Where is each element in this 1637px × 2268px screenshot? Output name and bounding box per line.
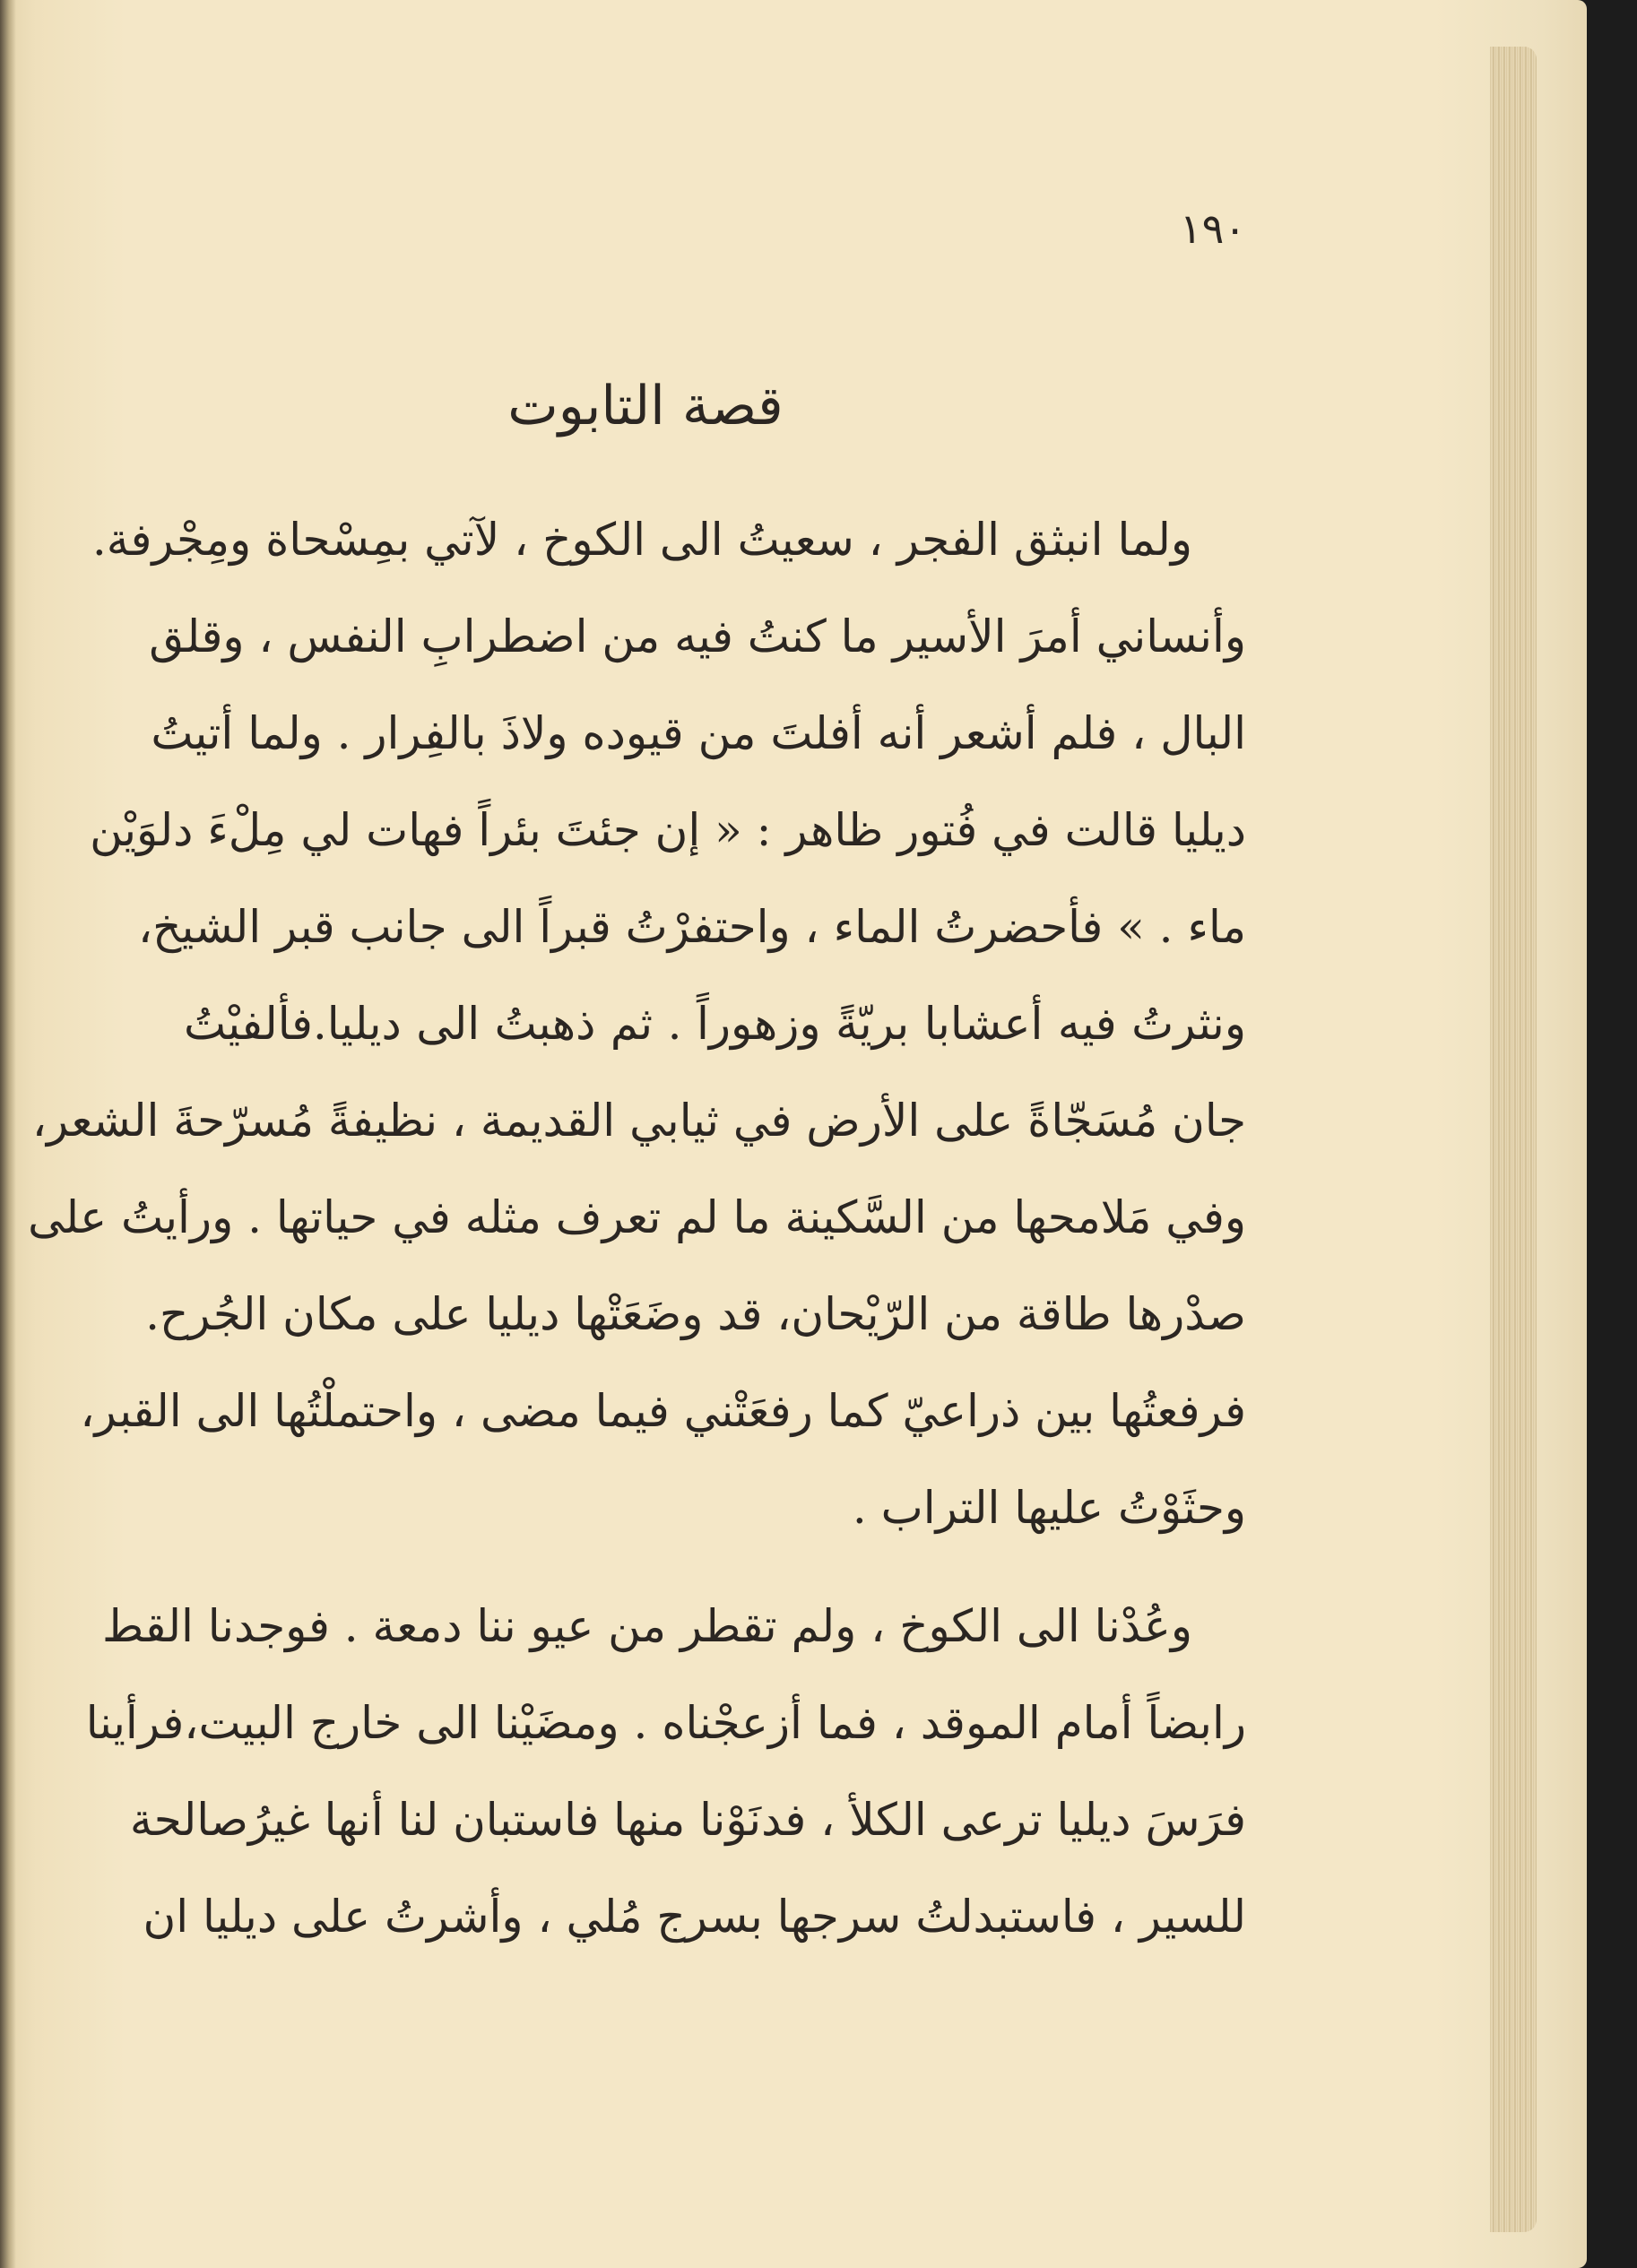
text-line: رابضاً أمام الموقد ، فما أزعجْناه . ومضَيْنا الى خارج البيت،فرأينا (85, 1697, 1246, 1749)
text-line: ديليا قالت في فُتور ظاهر : « إن جئتَ بئراً فهات لي مِلْءَ دلوَيْن (90, 804, 1246, 856)
text-line: جان مُسَجّاةً على الأرض في ثيابي القديمة ، نظيفةً مُسرّحةَ الشعر، (31, 1095, 1246, 1147)
text-line: وأنساني أمرَ الأسير ما كنتُ فيه من اضطرابِ النفس ، وقلق (149, 610, 1246, 662)
text-line: البال ، فلم أشعر أنه أفلتَ من قيوده ولاذَ بالفِرار . ولما أتيتُ (151, 707, 1246, 759)
page-edge (1490, 47, 1537, 2232)
text-line: فرَسَ ديليا ترعى الكلأ ، فدنَوْنا منها فاستبان لنا أنها غيرُصالحة (129, 1794, 1246, 1846)
paragraph-2 (85, 1578, 1246, 1965)
text-line: وفي مَلامحها من السَّكينة ما لم تعرف مثله في حياتها . ورأيتُ على (28, 1191, 1246, 1243)
text-line: ماء . » فأحضرتُ الماء ، واحتفرْتُ قبراً الى جانب قبر الشيخ، (137, 901, 1246, 953)
gutter-shadow (0, 0, 16, 2268)
paragraph-1 (28, 491, 1246, 1556)
page-number: ١٩٠ (1179, 204, 1246, 253)
text-line: صدْرها طاقة من الرّيْحان، قد وضَعَتْها ديليا على مكان الجُرح. (145, 1288, 1246, 1340)
text-line: وحثَوْتُ عليها التراب . (852, 1482, 1246, 1534)
text-line: ونثرتُ فيه أعشابا بريّةً وزهوراً . ثم ذهبتُ الى ديليا.فألفيْتُ (184, 998, 1246, 1050)
text-line: وعُدْنا الى الكوخ ، ولم تقطر من عيو ننا دمعة . فوجدنا القط (102, 1600, 1192, 1652)
text-line: فرفعتُها بين ذراعيّ كما رفعَتْني فيما مضى ، واحتملْتُها الى القبر، (80, 1385, 1246, 1437)
text-line: للسير ، فاستبدلتُ سرجها بسرج مُلي ، وأشرتُ على ديليا ان (143, 1891, 1246, 1943)
text-line: ولما انبثق الفجر ، سعيتُ الى الكوخ ، لآتي بمِسْحاة ومِجْرفة. (91, 514, 1192, 566)
chapter-title: قصة التابوت (507, 375, 784, 437)
